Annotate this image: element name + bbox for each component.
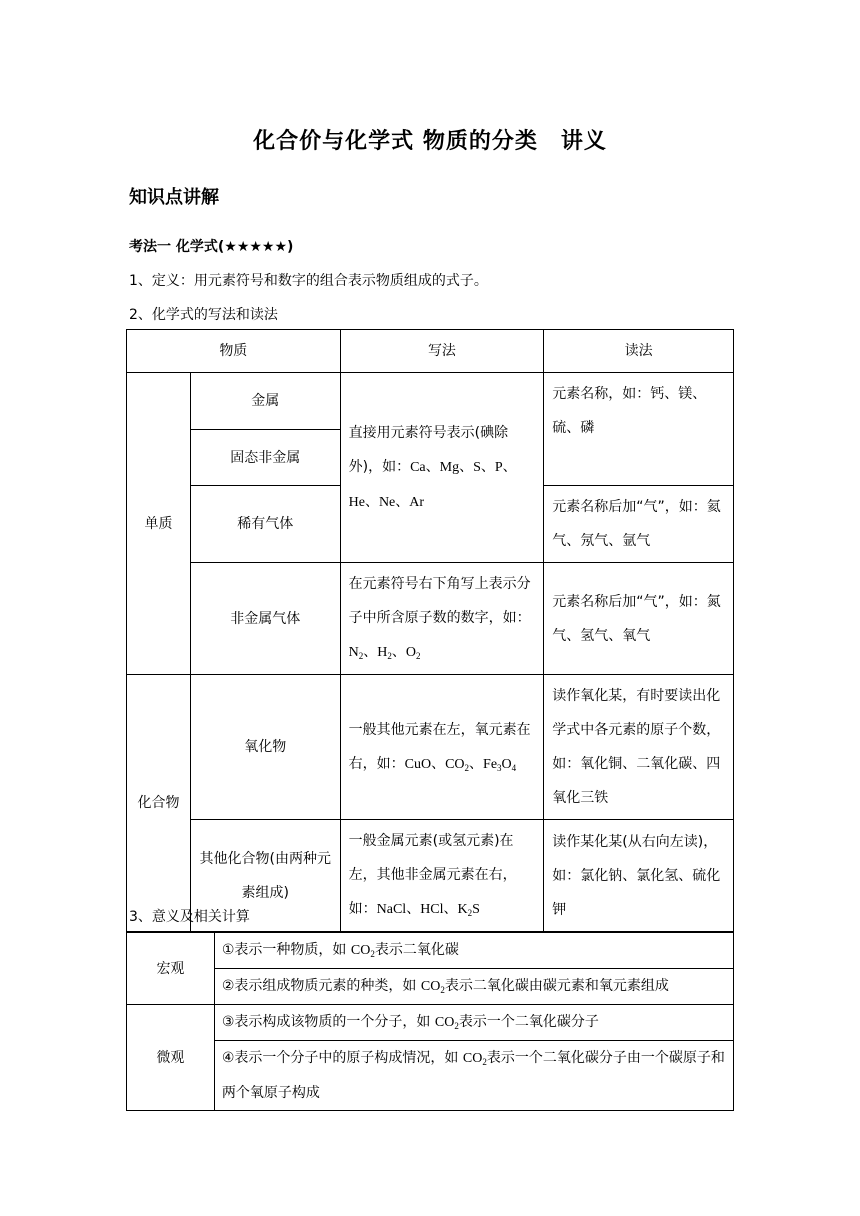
table-header-row [127,330,734,373]
reading-oxide: 读作氧化某，有时要读出化学式中各元素的原子个数，如：氧化铜、二氧化碳、四氧化三铁 [544,675,734,820]
meaning-row-2: ②表示组成物质元素的种类，如 $CO_2$表示二氧化碳由碳元素和氧元素组成 [214,969,733,1005]
type-metal: 金属 [190,373,340,430]
meaning-heading: 3、意义及相关计算 [129,909,250,925]
page-title: 化合价与化学式 物质的分类 讲义 [253,129,607,154]
group-compound: 化合物 [127,675,191,932]
header-substance: 物质 [127,330,341,373]
meaning-row-1: ①表示一种物质，如 $CO_2$表示二氧化碳 [214,933,733,969]
reading-other-compound: 读作某化某(从右向左读)，如：氯化钠、氯化氢、硫化钾 [544,820,734,932]
type-nonmetal-gas: 非金属气体 [190,563,340,675]
table-row [127,563,734,675]
label-micro: 微观 [127,1005,215,1111]
meaning-row-3: ③表示构成该物质的一个分子，如 $CO_2$表示一个二氧化碳分子 [214,1005,733,1041]
section-heading: 知识点讲解 [129,187,219,208]
writing-nonmetal-gas: 在元素符号右下角写上表示分子中所含原子数的数字，如：$N_2$、$H_2$、$O_2$ [340,563,544,675]
group-elemental: 单质 [127,373,191,675]
definition-text: 1、定义：用元素符号和数字的组合表示物质组成的式子。 [129,273,488,289]
meaning-row-4: ④表示一个分子中的原子构成情况，如 $CO_2$表示一个二氧化碳分子由一个碳原子和两个氧原子构成 [214,1041,733,1111]
table-row [127,969,734,1005]
header-reading: 读法 [544,330,734,373]
table-row [127,1005,734,1041]
writing-direct: 直接用元素符号表示(碘除外)，如：Ca、Mg、S、P、He、Ne、Ar [340,373,544,563]
label-macro: 宏观 [127,933,215,1005]
table-row [127,373,734,430]
method-heading: 考法一 化学式(★★★★★) [129,239,294,255]
formula-writing-table [126,329,734,932]
header-writing: 写法 [340,330,544,373]
reading-noble-gas: 元素名称后加“气”，如：氦气、氖气、氩气 [544,486,734,563]
writing-heading: 2、化学式的写法和读法 [129,307,278,323]
table-row [127,933,734,969]
writing-other-compound: 一般金属元素(或氢元素)在左，其他非金属元素在右，如：NaCl、HCl、$K_2S$ [340,820,544,932]
meaning-table [126,932,734,1111]
type-oxide: 氧化物 [190,675,340,820]
type-other-compound: 其他化合物(由两种元素组成) [190,820,340,932]
type-solid-nonmetal: 固态非金属 [190,430,340,486]
reading-nonmetal-gas: 元素名称后加“气”，如：氮气、氢气、氧气 [544,563,734,675]
type-noble-gas: 稀有气体 [190,486,340,563]
writing-oxide: 一般其他元素在左，氧元素在右，如：CuO、$CO_2$、$Fe_3O_4$ [340,675,544,820]
table-row [127,675,734,820]
table-row [127,1041,734,1111]
reading-element-name: 元素名称，如：钙、镁、硫、磷 [544,373,734,486]
